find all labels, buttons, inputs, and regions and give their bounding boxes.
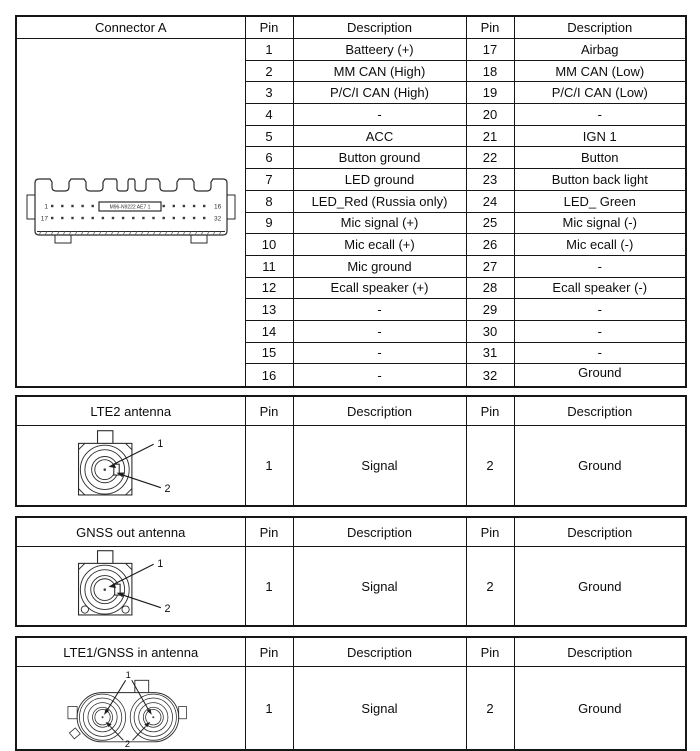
pin-cell: 31 [466,342,514,364]
gnss-out-antenna-table [15,516,687,627]
description-cell: - [293,364,466,387]
part-marking-label: M96-N9222 AE7 1 [109,204,151,211]
gnss-out-title: GNSS out antenna [16,517,245,547]
description-cell: - [514,320,686,342]
description-cell: LED_Red (Russia only) [293,190,466,212]
description-header: Description [293,396,466,426]
pin-header: Pin [466,637,514,667]
description-cell: - [514,255,686,277]
pin-cell: 14 [245,320,293,342]
pin-header: Pin [245,517,293,547]
pin-cell: 4 [245,104,293,126]
pin-header: Pin [245,637,293,667]
connector-left-foot [55,235,71,243]
pin-cell: 30 [466,320,514,342]
description-cell: LED ground [293,169,466,191]
description-cell: Ground [514,426,686,507]
lte1-gnss-in-antenna-diagram [17,667,245,749]
pin-row [16,426,686,507]
lte2-header-row [16,396,686,426]
pin-header: Pin [466,517,514,547]
description-cell: - [293,320,466,342]
connector-a-title: Connector A [16,16,245,39]
lte2-diagram-cell [16,426,245,507]
pin-cell: 1 [245,39,293,61]
pin-row [16,667,686,751]
pin-cell: 2 [245,60,293,82]
description-cell: Button [514,147,686,169]
pin-cell: 13 [245,299,293,321]
description-cell: Ground [514,364,686,387]
pin-cell: 25 [466,212,514,234]
lte1-gnss-in-diagram-cell [16,667,245,751]
pin-cell: 10 [245,234,293,256]
pin-cell: 32 [466,364,514,387]
description-cell: Ground [514,547,686,627]
pin-cell: 1 [245,667,293,751]
pin-cell: 24 [466,190,514,212]
description-cell: - [293,104,466,126]
pin-cell: 19 [466,82,514,104]
description-cell: - [514,104,686,126]
pin-cell: 21 [466,125,514,147]
connector-left-tab [27,195,35,219]
description-cell: Signal [293,426,466,507]
description-cell: Mic signal (-) [514,212,686,234]
description-cell: Button back light [514,169,686,191]
lte1-gnss-in-header-row [16,637,686,667]
pin-cell: 18 [466,60,514,82]
description-cell: - [514,299,686,321]
description-cell: Airbag [514,39,686,61]
pin-cell: 1 [245,547,293,627]
callout-1: 1 [156,558,164,570]
description-header: Description [293,16,466,39]
description-cell: - [293,299,466,321]
dual-coax-left-lower-tab [69,728,80,739]
description-header: Description [514,517,686,547]
pin-cell: 16 [245,364,293,387]
pin-cell: 15 [245,342,293,364]
coax-connector-diagram [56,428,206,504]
pin-cell: 5 [245,125,293,147]
connector-32pin-diagram [25,171,237,255]
description-cell: Mic signal (+) [293,212,466,234]
pin-cell: 29 [466,299,514,321]
connector-a-diagram-cell [16,39,245,388]
connector-a-diagram [17,39,245,386]
description-header: Description [293,517,466,547]
description-cell: - [514,342,686,364]
description-cell: Mic ground [293,255,466,277]
description-cell: ACC [293,125,466,147]
callout-2: 2 [164,482,171,495]
callout-1: 1 [156,437,164,450]
description-header: Description [514,637,686,667]
connector-right-tab [227,195,235,219]
pin-header: Pin [245,396,293,426]
dual-coax-right-tab [178,706,186,718]
callout-2: 2 [124,739,130,748]
pin-cell: 12 [245,277,293,299]
dual-coax-left-tab [68,706,77,718]
dual-coax-top-tab [135,680,149,694]
connector-right-foot [191,235,207,243]
description-cell: Ground [514,667,686,751]
description-cell: MM CAN (Low) [514,60,686,82]
pin-cell: 11 [245,255,293,277]
pin-cell: 28 [466,277,514,299]
description-cell: P/C/I CAN (Low) [514,82,686,104]
pin-header: Pin [466,16,514,39]
pin-cell: 2 [466,426,514,507]
connector-a-table [15,15,687,388]
pin-cell: 7 [245,169,293,191]
pin1-label: 1 [44,203,48,211]
lte2-title: LTE2 antenna [16,396,245,426]
pin-cell: 22 [466,147,514,169]
lte2-antenna-table [15,395,687,507]
description-cell: Button ground [293,147,466,169]
description-cell: MM CAN (High) [293,60,466,82]
pin-cell: 27 [466,255,514,277]
dual-coax-connector-diagram [39,668,223,748]
description-cell: P/C/I CAN (High) [293,82,466,104]
pin-cell: 2 [466,667,514,751]
pin-cell: 9 [245,212,293,234]
connector-a-header-row [16,16,686,39]
pin-row [16,39,686,61]
description-header: Description [293,637,466,667]
pin-row [16,547,686,627]
pin-cell: 1 [245,426,293,507]
description-cell: Signal [293,547,466,627]
callout-2: 2 [164,603,171,616]
description-cell: Ecall speaker (+) [293,277,466,299]
pin-cell: 8 [245,190,293,212]
pin-cell: 2 [466,547,514,627]
description-cell: Mic ecall (-) [514,234,686,256]
gnss-out-header-row [16,517,686,547]
description-header: Description [514,16,686,39]
lte1-gnss-in-title: LTE1/GNSS in antenna [16,637,245,667]
pin16-label: 16 [213,203,221,211]
pin-cell: 26 [466,234,514,256]
pin-cell: 17 [466,39,514,61]
coax-connector-diagram [56,548,206,624]
description-cell: Mic ecall (+) [293,234,466,256]
description-cell: IGN 1 [514,125,686,147]
pin17-label: 17 [40,215,48,223]
description-cell: Batteery (+) [293,39,466,61]
pin-header: Pin [245,16,293,39]
description-cell: - [293,342,466,364]
pin-header: Pin [466,396,514,426]
description-cell: Signal [293,667,466,751]
pin-cell: 23 [466,169,514,191]
callout-1: 1 [125,670,131,680]
pin-cell: 20 [466,104,514,126]
gnss-out-antenna-diagram [17,547,245,625]
description-cell: Ecall speaker (-) [514,277,686,299]
description-cell: LED_ Green [514,190,686,212]
gnss-out-diagram-cell [16,547,245,627]
pin-cell: 6 [245,147,293,169]
lte2-antenna-diagram [17,426,245,505]
description-header: Description [514,396,686,426]
pin32-label: 32 [213,215,221,223]
pinout-page [15,15,685,751]
pin-cell: 3 [245,82,293,104]
